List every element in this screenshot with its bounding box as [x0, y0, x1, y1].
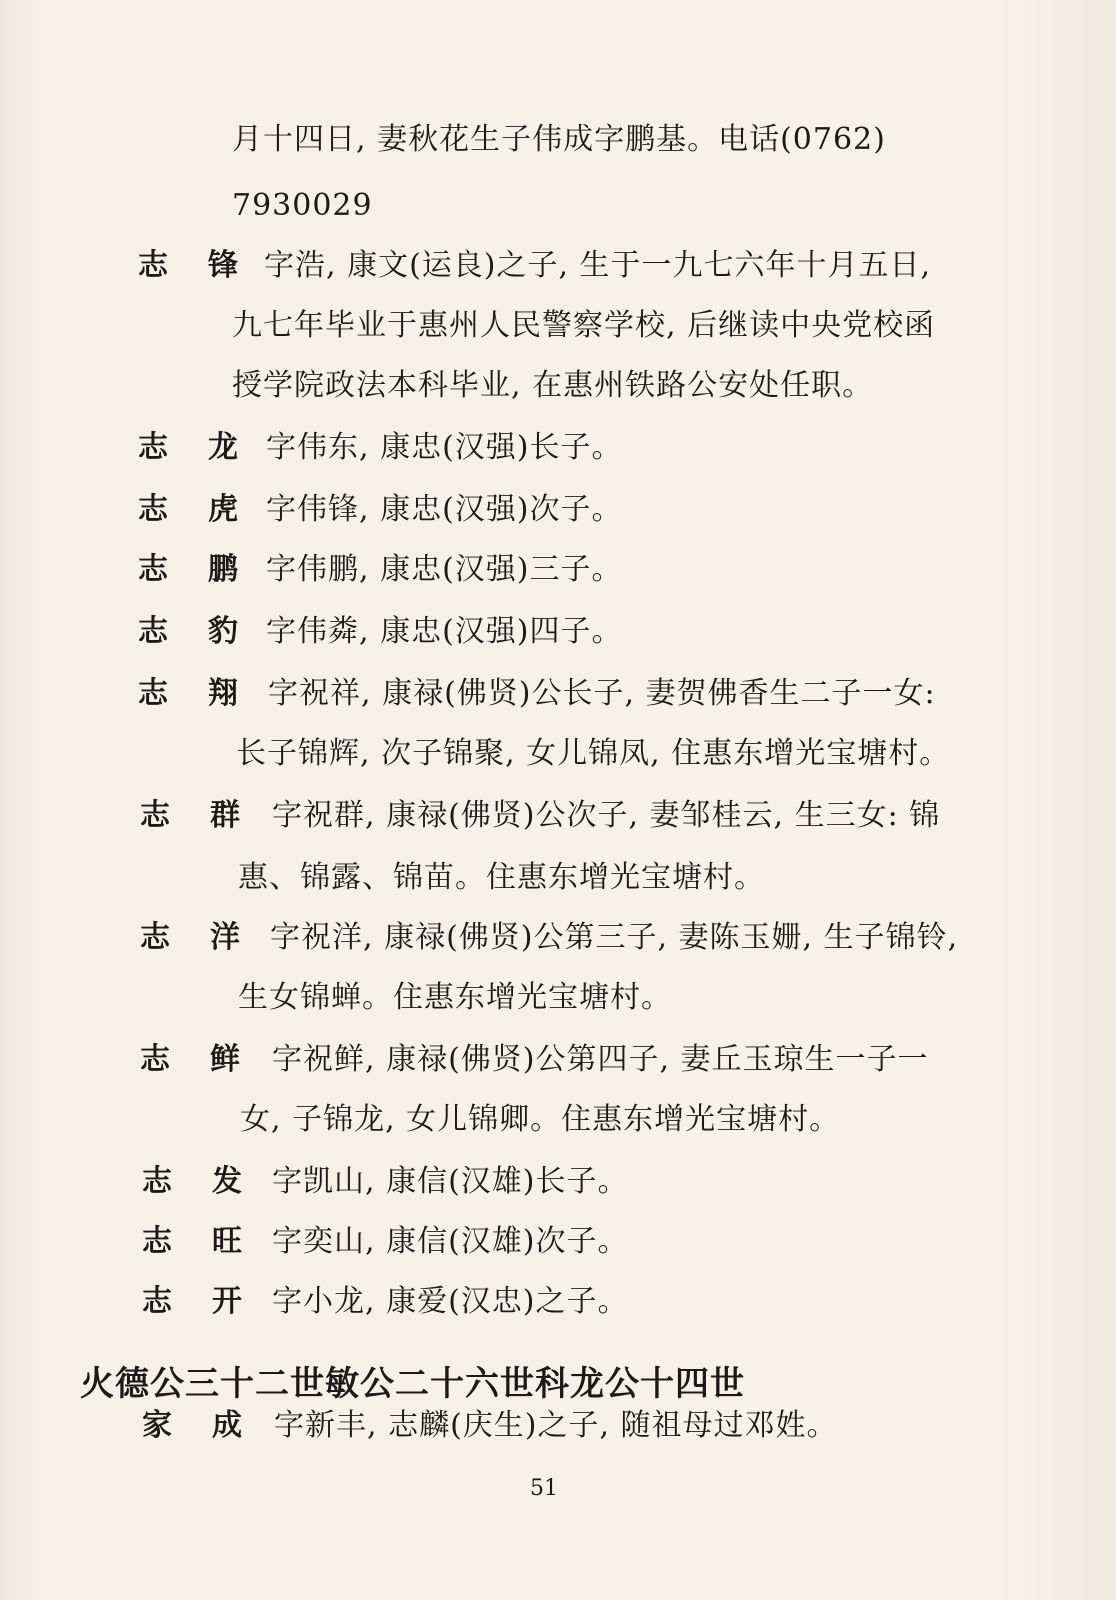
entry-name [138, 490, 238, 530]
name-char: 开 [212, 1284, 242, 1319]
name-char: 志 [140, 1042, 170, 1077]
name-char: 志 [142, 1164, 172, 1199]
entry-text: 生女锦蝉。住惠东增光宝塘村。 [238, 980, 672, 1015]
name-char: 志 [138, 614, 168, 649]
name-char: 志 [140, 920, 170, 955]
name-char: 志 [138, 676, 168, 711]
entry-name [142, 1222, 242, 1262]
entry-text: 字伟粦, 康忠(汉强)四子。 [266, 614, 623, 649]
page-number: 51 [530, 1476, 558, 1501]
entry-text: 字祝鲜, 康禄(佛贤)公第四子, 妻丘玉琼生一子一 [272, 1042, 929, 1077]
entry-text: 女, 子锦龙, 女儿锦卿。住惠东增光宝塘村。 [240, 1102, 841, 1137]
entry-text: 惠、锦露、锦苗。住惠东增光宝塘村。 [238, 860, 765, 895]
name-char: 翔 [208, 676, 238, 711]
entry-name [142, 1162, 242, 1202]
name-char: 发 [212, 1164, 242, 1199]
entry-name [140, 1040, 240, 1080]
name-char: 豹 [208, 614, 238, 649]
entry-name [138, 550, 238, 590]
entry-text: 字新丰, 志麟(庆生)之子, 随祖母过邓姓。 [274, 1408, 838, 1443]
name-char: 志 [138, 492, 168, 527]
entry-name [140, 796, 240, 836]
entry-text: 字伟鹏, 康忠(汉强)三子。 [266, 552, 623, 587]
name-char: 锋 [208, 248, 238, 283]
entry-name [138, 246, 238, 286]
entry-text: 字小龙, 康爱(汉忠)之子。 [272, 1284, 629, 1319]
entry-text: 授学院政法本科毕业, 在惠州铁路公安处任职。 [232, 368, 874, 403]
entry-text: 九七年毕业于惠州人民警察学校, 后继读中央党校函 [232, 308, 936, 343]
name-char: 虎 [208, 492, 238, 527]
name-char: 志 [138, 552, 168, 587]
entry-text: 长子锦辉, 次子锦聚, 女儿锦凤, 住惠东增光宝塘村。 [236, 736, 951, 771]
entry-name [138, 612, 238, 652]
text-line: 月十四日, 妻秋花生子伟成字鹏基。电话(0762) [232, 122, 886, 157]
entry-name [138, 428, 238, 468]
section-heading: 火德公三十二世敏公二十六世科龙公十四世 [80, 1364, 745, 1404]
name-char: 龙 [208, 430, 238, 465]
name-char: 志 [138, 430, 168, 465]
entry-text: 字伟锋, 康忠(汉强)次子。 [266, 492, 623, 527]
name-char: 群 [210, 798, 240, 833]
entry-name [142, 1406, 242, 1446]
entry-name [138, 674, 238, 714]
name-char: 成 [212, 1408, 242, 1443]
name-char: 志 [138, 248, 168, 283]
entry-text: 字浩, 康文(运良)之子, 生于一九七六年十月五日, [264, 248, 932, 283]
name-char: 鹏 [208, 552, 238, 587]
entry-text: 字祝群, 康禄(佛贤)公次子, 妻邹桂云, 生三女: 锦 [272, 798, 941, 833]
entry-text: 字伟东, 康忠(汉强)长子。 [266, 430, 623, 465]
name-char: 洋 [210, 920, 240, 955]
name-char: 鲜 [210, 1042, 240, 1077]
name-char: 家 [142, 1408, 172, 1443]
entry-text: 字祝洋, 康禄(佛贤)公第三子, 妻陈玉姗, 生子锦铃, [270, 920, 959, 955]
entry-text: 字凯山, 康信(汉雄)长子。 [272, 1164, 629, 1199]
text-line: 7930029 [232, 188, 373, 223]
entry-name [140, 918, 240, 958]
entry-text: 字奕山, 康信(汉雄)次子。 [272, 1224, 629, 1259]
name-char: 志 [142, 1284, 172, 1319]
name-char: 志 [140, 798, 170, 833]
entry-text: 字祝祥, 康禄(佛贤)公长子, 妻贺佛香生二子一女: [268, 676, 936, 711]
name-char: 志 [142, 1224, 172, 1259]
entry-name [142, 1282, 242, 1322]
name-char: 旺 [212, 1224, 242, 1259]
